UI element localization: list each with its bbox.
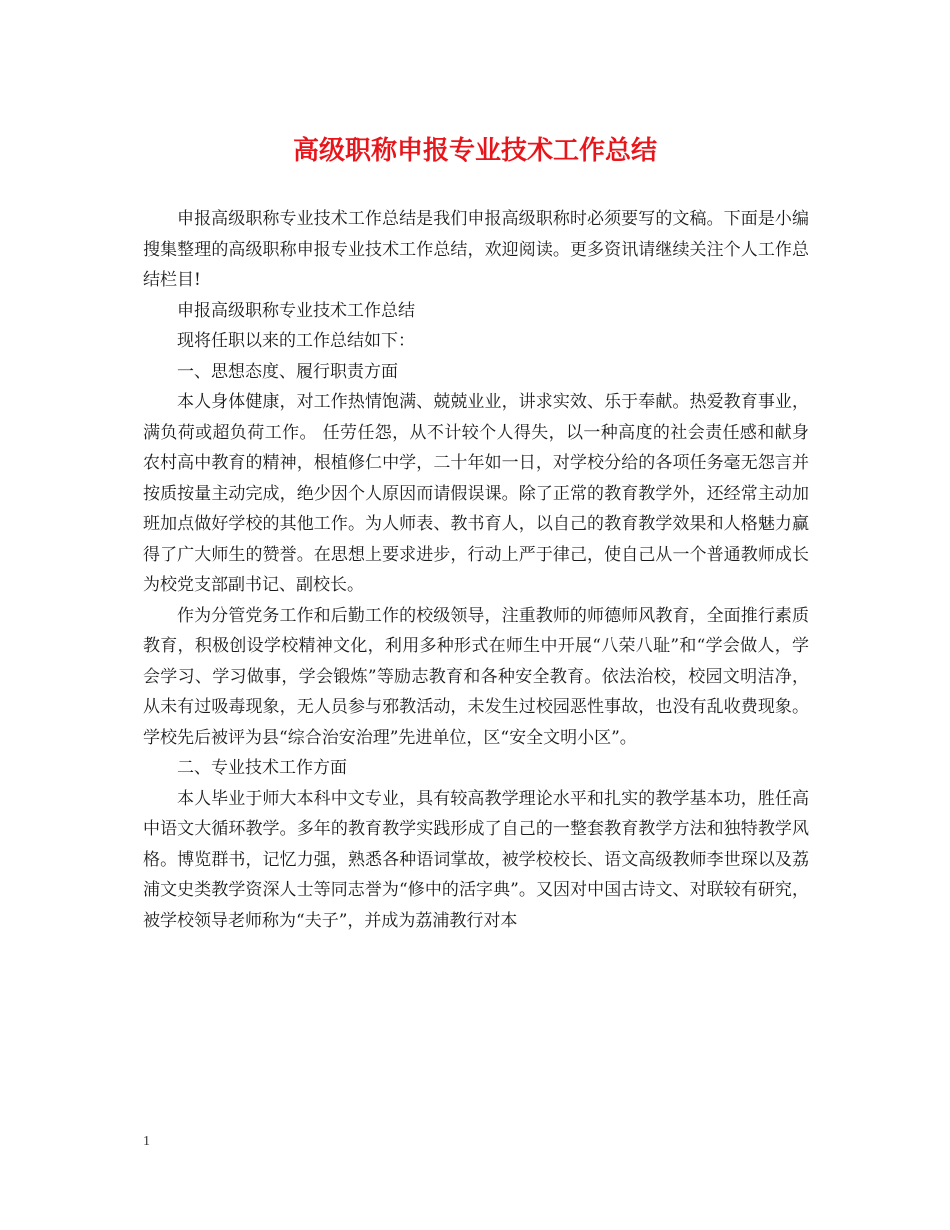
body-paragraph: 作为分管党务工作和后勤工作的校级领导，注重教师的师德师风教育，全面推行素质教育，积极创设学校精神文化，利用多种形式在师生中开展“八荣八耻”和“学会做人，学会学习、学习做事，学会锻炼”等励志教育和各种安全教育。依法治校，校园文明洁净，从未有过吸毒现象，无人员参与邪教活动，未发生过校园恶性事故，也没有乱收费现象。学校先后被评为县“综合治安治理”先进单位，区“安全文明小区”。 [143, 605, 809, 748]
body-paragraph: 本人身体健康，对工作热情饱满、兢兢业业，讲求实效、乐于奉献。热爱教育事业，满负荷或超负荷工作。 任劳任怨，从不计较个人得失，以一种高度的社会责任感和献身农村高中教育的精神，根植修仁中学，二十年如一日，对学校分给的各项任务毫无怨言并按质按量主动完成，绝少因个人原因而请假误课。除了正常的教育教学外，还经常主动加班加点做好学校的其他工作。为人师表、教书育人，以自己的教育教学效果和人格魅力赢得了广大师生的赞誉。在思想上要求进步，行动上严于律己，使自己从一个普通教师成长为校党支部副书记、副校长。 [143, 392, 809, 595]
lead-paragraph: 现将任职以来的工作总结如下： [177, 331, 415, 351]
body-paragraph: 本人毕业于师大本科中文专业，具有较高教学理论水平和扎实的教学基本功，胜任高中语文大循环教学。多年的教育教学实践形成了自己的一整套教育教学方法和独特教学风格。博览群书，记忆力强，熟悉各种语词掌故，被学校校长、语文高级教师李世琛以及荔浦文史类教学资深人士等同志誉为“修中的活字典”。又因对中国古诗文、对联较有研究，被学校领导老师称为“夫子”，并成为荔浦教行对本 [143, 788, 809, 931]
section-heading-2: 二、专业技术工作方面 [177, 758, 347, 778]
document-body [143, 204, 809, 936]
intro-paragraph: 申报高级职称专业技术工作总结是我们申报高级职称时必须要写的文稿。下面是小编搜集整理的高级职称申报专业技术工作总结，欢迎阅读。更多资讯请继续关注个人工作总结栏目! [143, 209, 809, 290]
document-title: 高级职称申报专业技术工作总结 [292, 136, 657, 166]
subtitle-paragraph: 申报高级职称专业技术工作总结 [177, 300, 415, 321]
section-heading-1: 一、思想态度、履行职责方面 [177, 361, 398, 382]
page-number: 1 [143, 1134, 150, 1149]
